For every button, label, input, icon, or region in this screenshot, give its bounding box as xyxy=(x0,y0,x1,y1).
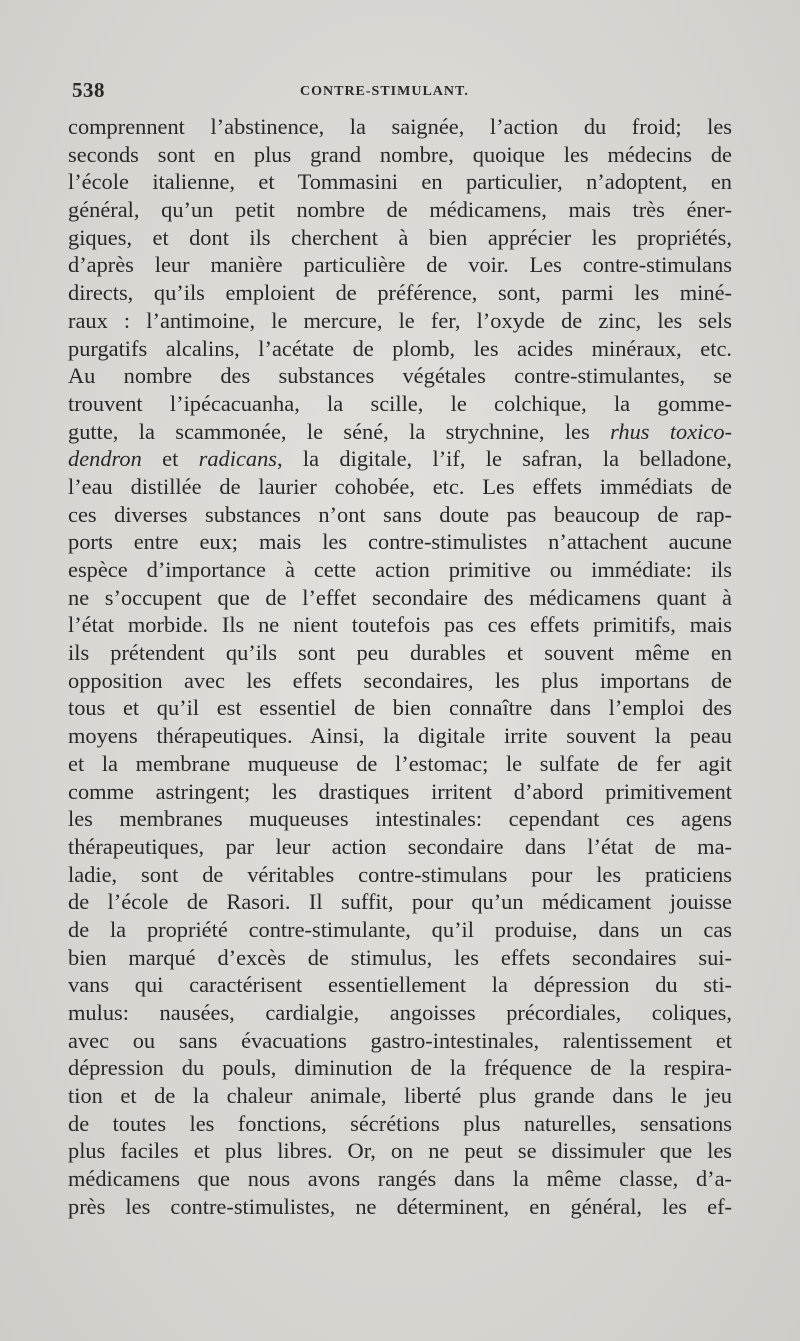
text-line: ports entre eux; mais les contre-stimulistes n’attachent aucune xyxy=(68,529,732,555)
text-line: comme astringent; les drastiques irritent d’abord primitivement xyxy=(68,778,732,804)
text-line: dépression du pouls, diminution de la fréquence de la respira- xyxy=(68,1055,732,1081)
text-line xyxy=(68,418,732,446)
text-line: directs, qu’ils emploient de préférence, sont, parmi les miné- xyxy=(68,280,732,306)
text-line: bien marqué d’excès de stimulus, les effets secondaires sui- xyxy=(68,944,732,970)
text-line: giques, et dont ils cherchent à bien apprécier les propriétés, xyxy=(68,224,732,250)
italic-term: dendron xyxy=(68,446,142,472)
text-line: médicamens que nous avons rangés dans la même classe, d’a- xyxy=(68,1166,732,1192)
text-line: ces diverses substances n’ont sans doute pas beaucoup de rap- xyxy=(68,501,732,527)
text-line: ils prétendent qu’ils sont peu durables et souvent même en xyxy=(68,640,732,666)
italic-term: rhus toxico- xyxy=(610,418,732,444)
text-line: moyens thérapeutiques. Ainsi, la digitale irrite souvent la peau xyxy=(68,723,732,749)
text-line: les membranes muqueuses intestinales: cependant ces agens xyxy=(68,806,732,832)
text-line: ne s’occupent que de l’effet secondaire des médicamens quant à xyxy=(68,584,732,610)
text-line: et la membrane muqueuse de l’estomac; le sulfate de fer agit xyxy=(68,750,732,776)
text-line: d’après leur manière particulière de voir. Les contre-stimulans xyxy=(68,252,732,278)
text-line: raux : l’antimoine, le mercure, le fer, l’oxyde de zinc, les sels xyxy=(68,307,732,333)
italic-term: radicans xyxy=(198,446,277,472)
text-line: de la propriété contre-stimulante, qu’il produise, dans un cas xyxy=(68,916,732,942)
text-segment: gutte, la scammonée, le séné, la strychnine, les xyxy=(68,418,611,444)
text-line xyxy=(68,445,732,473)
text-segment: et xyxy=(141,446,199,472)
text-line: vans qui caractérisent essentiellement la dépression du sti- xyxy=(68,972,732,998)
text-line: général, qu’un petit nombre de médicamens, mais très éner- xyxy=(68,197,732,223)
text-line: ladie, sont de véritables contre-stimulans pour les praticiens xyxy=(68,861,732,887)
text-line: avec ou sans évacuations gastro-intestinales, ralentissement et xyxy=(68,1027,732,1053)
text-line: près les contre-stimulistes, ne déterminent, en général, les ef- xyxy=(68,1193,732,1219)
text-line: Au nombre des substances végétales contre-stimulantes, se xyxy=(68,363,732,389)
text-line: thérapeutiques, par leur action secondaire dans l’état de ma- xyxy=(68,833,732,859)
body-text xyxy=(68,113,732,1221)
page-number: 538 xyxy=(72,78,105,102)
text-line: de l’école de Rasori. Il suffit, pour qu’un médicament jouisse xyxy=(68,889,732,915)
text-line: l’eau distillée de laurier cohobée, etc. Les effets immédiats de xyxy=(68,473,732,499)
text-line: opposition avec les effets secondaires, les plus importans de xyxy=(68,667,732,693)
text-line: plus faciles et plus libres. Or, on ne peut se dissimuler que les xyxy=(68,1138,732,1164)
text-line: espèce d’importance à cette action primitive ou immédiate: ils xyxy=(68,557,732,582)
text-line: trouvent l’ipécacuanha, la scille, le colchique, la gomme- xyxy=(68,390,732,416)
running-title: CONTRE-STIMULANT. xyxy=(300,84,469,99)
text-line: seconds sont en plus grand nombre, quoique les médecins de xyxy=(68,141,732,167)
text-line: mulus: nausées, cardialgie, angoisses précordiales, coliques, xyxy=(68,1000,732,1025)
text-segment: , la digitale, l’if, le safran, la belladone, xyxy=(277,446,732,472)
text-line: comprennent l’abstinence, la saignée, l’action du froid; les xyxy=(68,114,732,139)
text-line: tous et qu’il est essentiel de bien connaître dans l’emploi des xyxy=(68,695,732,721)
text-line: l’état morbide. Ils ne nient toutefois pas ces effets primitifs, mais xyxy=(68,612,732,638)
running-head xyxy=(72,78,732,106)
text-line: l’école italienne, et Tommasini en particulier, n’adoptent, en xyxy=(68,169,732,195)
text-line: tion et de la chaleur animale, liberté plus grande dans le jeu xyxy=(68,1083,732,1109)
text-line: purgatifs alcalins, l’acétate de plomb, les acides minéraux, etc. xyxy=(68,335,732,361)
text-line: de toutes les fonctions, sécrétions plus naturelles, sensations xyxy=(68,1110,732,1136)
